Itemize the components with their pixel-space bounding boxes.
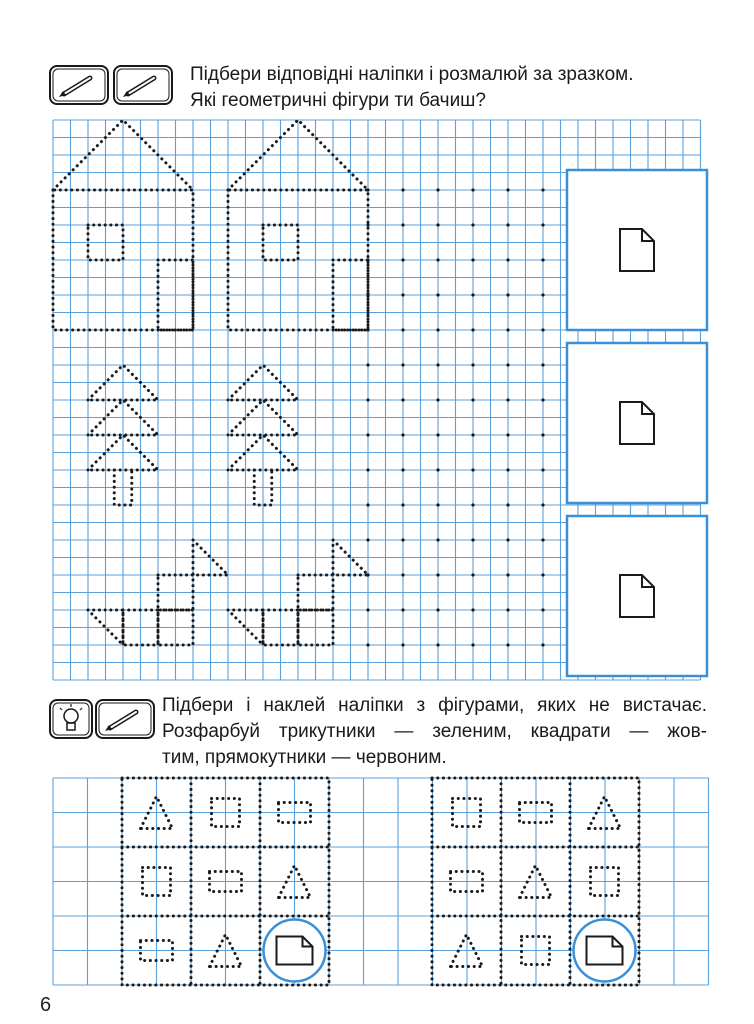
guide-dot: [471, 573, 474, 576]
guide-dot: [506, 538, 509, 541]
guide-dot: [541, 363, 544, 366]
guide-dot: [436, 468, 439, 471]
guide-dot: [436, 398, 439, 401]
guide-dot: [506, 223, 509, 226]
task1-instruction-line1: Підбери відповідні наліпки і розмалюй за зразком.: [190, 64, 634, 85]
guide-dot: [471, 433, 474, 436]
task2-instruction-line1: Підбери і наклей наліпки з фігурами, яких не вистачає.: [162, 695, 707, 716]
guide-dot: [541, 468, 544, 471]
guide-dot: [366, 503, 369, 506]
guide-dot: [401, 643, 404, 646]
guide-dot: [366, 433, 369, 436]
guide-dot: [366, 468, 369, 471]
guide-dot: [506, 188, 509, 191]
guide-dot: [436, 433, 439, 436]
guide-dot: [436, 643, 439, 646]
guide-dot: [471, 398, 474, 401]
guide-dot: [471, 328, 474, 331]
guide-dot: [436, 188, 439, 191]
sticker-icon: [620, 575, 654, 617]
guide-dot: [541, 328, 544, 331]
guide-dot: [541, 398, 544, 401]
task2-instruction-line2: Розфарбуй трикутники — зеленим, квадрати — жов-: [162, 721, 707, 742]
guide-dot: [366, 363, 369, 366]
guide-dot: [366, 643, 369, 646]
pencil-icon: [96, 700, 154, 738]
guide-dot: [541, 643, 544, 646]
guide-dot: [401, 398, 404, 401]
guide-dot: [366, 328, 369, 331]
guide-dot: [436, 363, 439, 366]
lightbulb-icon: [50, 700, 92, 738]
guide-dot: [471, 538, 474, 541]
guide-dot: [506, 433, 509, 436]
guide-dot: [471, 258, 474, 261]
guide-dot: [401, 188, 404, 191]
guide-dot: [436, 503, 439, 506]
task1-drawings: [53, 120, 545, 647]
guide-dot: [401, 223, 404, 226]
guide-dot: [401, 328, 404, 331]
guide-dot: [506, 258, 509, 261]
page-number: 6: [40, 994, 52, 1016]
guide-dot: [471, 223, 474, 226]
guide-dot: [471, 468, 474, 471]
task1-sticker-slots[interactable]: [567, 170, 707, 676]
guide-dot: [366, 608, 369, 611]
guide-dot: [366, 223, 369, 226]
sticker-icon: [587, 937, 623, 965]
guide-dot: [366, 538, 369, 541]
guide-dot: [401, 503, 404, 506]
guide-dot: [401, 293, 404, 296]
guide-dot: [366, 188, 369, 191]
guide-dot: [541, 188, 544, 191]
guide-dot: [471, 608, 474, 611]
guide-dot: [541, 433, 544, 436]
guide-dot: [436, 573, 439, 576]
guide-dot: [506, 363, 509, 366]
guide-dot: [436, 608, 439, 611]
guide-dot: [401, 608, 404, 611]
guide-dot: [506, 608, 509, 611]
guide-dot: [506, 503, 509, 506]
guide-dot: [471, 643, 474, 646]
sticker-icon: [620, 402, 654, 444]
sticker-icon: [277, 937, 313, 965]
guide-dot: [541, 503, 544, 506]
task2-instruction: [162, 693, 707, 771]
guide-dot: [436, 328, 439, 331]
guide-dot: [541, 293, 544, 296]
sticker-icon: [620, 229, 654, 271]
pencil-icon: [50, 66, 108, 104]
guide-dot: [401, 258, 404, 261]
guide-dot: [506, 643, 509, 646]
guide-dot: [541, 223, 544, 226]
guide-dot: [506, 398, 509, 401]
guide-dot: [541, 608, 544, 611]
task1-instruction-line2: Які геометричні фігури ти бачиш?: [190, 90, 486, 111]
task1-instruction: [190, 62, 634, 114]
guide-dot: [436, 293, 439, 296]
guide-dot: [471, 503, 474, 506]
guide-dot: [541, 258, 544, 261]
guide-dot: [401, 363, 404, 366]
guide-dot: [436, 538, 439, 541]
guide-dot: [506, 573, 509, 576]
task2-instruction-line3: тим, прямокутники — червоним.: [162, 747, 447, 768]
guide-dot: [401, 538, 404, 541]
guide-dot: [366, 573, 369, 576]
guide-dot: [506, 468, 509, 471]
guide-dot: [401, 573, 404, 576]
guide-dot: [366, 258, 369, 261]
guide-dot: [471, 188, 474, 191]
guide-dot: [401, 468, 404, 471]
guide-dot: [506, 293, 509, 296]
guide-dot: [436, 258, 439, 261]
guide-dot: [401, 433, 404, 436]
guide-dot: [471, 293, 474, 296]
guide-dot: [506, 328, 509, 331]
guide-dot: [366, 293, 369, 296]
guide-dot: [436, 223, 439, 226]
guide-dot: [541, 573, 544, 576]
guide-dot: [366, 398, 369, 401]
guide-dot: [541, 538, 544, 541]
pencil-icon: [114, 66, 172, 104]
guide-dot: [471, 363, 474, 366]
